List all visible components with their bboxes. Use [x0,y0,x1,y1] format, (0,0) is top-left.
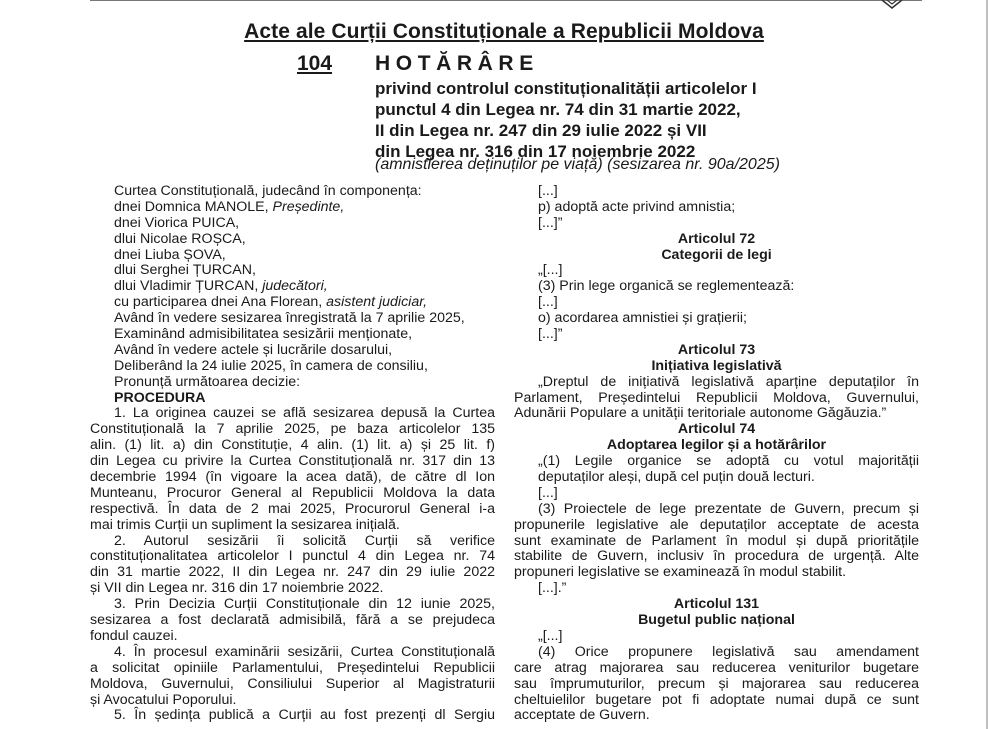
quote-line: sau împrumuturilor, precum și majorarea sau reducerea [514,675,919,692]
quote-line: „Dreptul de inițiativă legislativă aparține deputaților în [538,373,919,390]
quote-line: sunt examinate de Parlament în modul și după prioritățile [514,532,919,549]
quote-line: (3) Prin lege organică se reglementează: [538,278,795,295]
right-column [514,184,919,724]
title-line: privind controlul constituționalității articolelor I [375,79,757,98]
paragraph-line: Munteanu, Procuror General al Republicii Moldova la data [90,484,495,501]
quote-line: Adunării Populare a unității teritoriale autonome Găgăuzia.” [514,405,887,422]
considering-line: Având în vedere actele și lucrările dosarului, [114,341,393,358]
assistant-line: cu participarea dnei Ana Florean, asistent judiciar, [114,294,428,311]
judge-line: dnei Liuba ȘOVA, [114,246,226,263]
article-heading: Articolul 74 [677,421,756,438]
paragraph-line: din 31 martie 2022, II din Legea nr. 247 din 29 iulie 2022 [90,564,495,581]
paragraph-line: și Avocatului Poporului. [90,691,237,708]
ornament-icon [880,0,904,10]
quote-line: propuneri legislative se examinează în modul stabilit. [514,564,847,581]
decision-subtitle: (amnistierea deținuților pe viață) (sesizarea nr. 90a/2025) [375,156,780,173]
article-subheading: Inițiativa legislativă [651,357,782,374]
article-subheading: Adoptarea legilor și a hotărârilor [606,437,827,454]
judge-line: dlui Serghei ȚURCAN, [114,262,256,279]
quote-line: (4) Orice propunere legislativă sau amendament [538,643,919,660]
paragraph-line: decembrie 1994 (în vigoare la acea dată), de către dl Ion [90,469,495,486]
paragraph-line: a solicitat opiniile Parlamentului, Președintelui Republicii [90,659,495,676]
quote-line: „[...] [538,262,563,279]
paragraph-line: din Legea cu privire la Curtea Constituțională nr. 317 din 13 [90,453,495,470]
quote-line: [...]” [538,326,563,343]
article-subheading: Categorii de legi [661,246,772,263]
quote-line: stabilite de Guvern, inclusiv în procedura de urgență. Alte [514,548,919,565]
judge-line: dnei Viorica PUICA, [114,214,240,231]
quote-line: [...] [538,484,558,501]
quote-line: (3) Proiectele de lege prezentate de Guvern, precum și [538,500,919,517]
paragraph-line: 3. Prin Decizia Curții Constituționale din 12 iunie 2025, [114,596,495,613]
quote-line: [...] [538,294,558,311]
decision-title [375,78,757,162]
quote-line: p) adoptă acte privind amnistia; [538,198,736,215]
article-subheading: Bugetul public național [638,612,795,629]
quote-line: propunerile legislative ale deputaților acceptate de acesta [514,516,919,533]
procedure-heading: PROCEDURA [114,389,206,406]
paragraph-line: alin. (1) lit. a) din Constituție, 4 alin. (1) lit. a) și 25 lit. f) [90,437,495,454]
quote-line: [...]” [538,214,563,231]
quote-line: [...] [538,183,558,199]
paragraph-line: Moldova, Guvernului, Consiliului Superior al Magistraturii [90,675,495,692]
paragraph-line: și VII din Legea nr. 316 din 17 noiembrie 2022. [90,580,384,597]
decision-number: 104 [297,52,333,75]
quote-line: „(1) Legile organice se adoptă cu votul majorității [538,453,919,470]
quote-line: deputaților aleși, după cel puțin două lecturi. [538,469,815,486]
decision-type: HOTĂRÂRE [375,52,539,75]
article-heading: Articolul 73 [677,341,756,358]
judge-line: dlui Nicolae ROȘCA, [114,230,246,247]
paragraph-line: fondul cauzei. [90,627,178,644]
title-line: din Legea nr. 316 din 17 noiembrie 2022 [375,142,696,161]
considering-line: Având în vedere sesizarea înregistrată la 7 aprilie 2025, [114,310,465,327]
quote-line: cheltuielilor bugetare pot fi adoptate numai după ce sunt [514,691,919,708]
title-line: punctul 4 din Legea nr. 74 din 31 martie 2022, [375,100,741,119]
article-heading: Articolul 131 [673,596,760,613]
top-rule [90,0,922,1]
quote-line: care atrag majorarea sau reducerea veniturilor bugetare [514,659,919,676]
article-heading: Articolul 72 [677,230,756,247]
quote-line: [...].” [538,580,567,597]
left-column [90,184,495,724]
considering-line: Examinând admisibilitatea sesizării menționate, [114,326,413,343]
paragraph-line: 4. În procesul examinării sesizării, Curtea Constituțională [114,643,495,660]
paragraph-line: respectivă. În data de 2 mai 2025, Procurorul General i-a [90,500,495,517]
quote-line: acceptate de Guvern. [514,707,650,724]
paragraph-line: constituționalitatea articolelor I punctul 4 din Legea nr. 74 [90,548,495,565]
paragraph-line: 1. La originea cauzei se află sesizarea depusă la Curtea [114,405,495,422]
considering-line: Pronunță următoarea decizie: [114,373,301,390]
intro-text: Curtea Constituțională, judecând în componența: [114,183,422,199]
paragraph-line: sesizarea a fost declarată admisibilă, fără a se prejudeca [90,612,495,629]
paragraph-line: Constituțională la 7 aprilie 2025, pe baza articolelor 135 [90,421,495,438]
paragraph-line: 2. Autorul sesizării îi solicită Curții să verifice [114,532,495,549]
section-heading: Acte ale Curții Constituționale a Republicii Moldova [244,20,764,43]
considering-line: Deliberând la 24 iulie 2025, în camera de consiliu, [114,357,428,374]
quote-line: o) acordarea amnistiei și grațierii; [538,310,747,327]
quote-line: „[...] [538,627,563,644]
judge-line: dlui Vladimir ȚURCAN, judecători, [114,278,328,295]
quote-line: Parlament, Președintelui Republicii Moldova, Guvernului, [514,389,919,406]
paragraph-line: mai trimis Curții un supliment la sesizarea inițială. [90,516,400,533]
paragraph-line: 5. În ședința publică a Curții au fost prezenți dl Sergiu [114,707,495,724]
title-line: II din Legea nr. 247 din 29 iulie 2022 și VII [375,121,707,140]
judge-line: dnei Domnica MANOLE, Președinte, [114,198,345,215]
